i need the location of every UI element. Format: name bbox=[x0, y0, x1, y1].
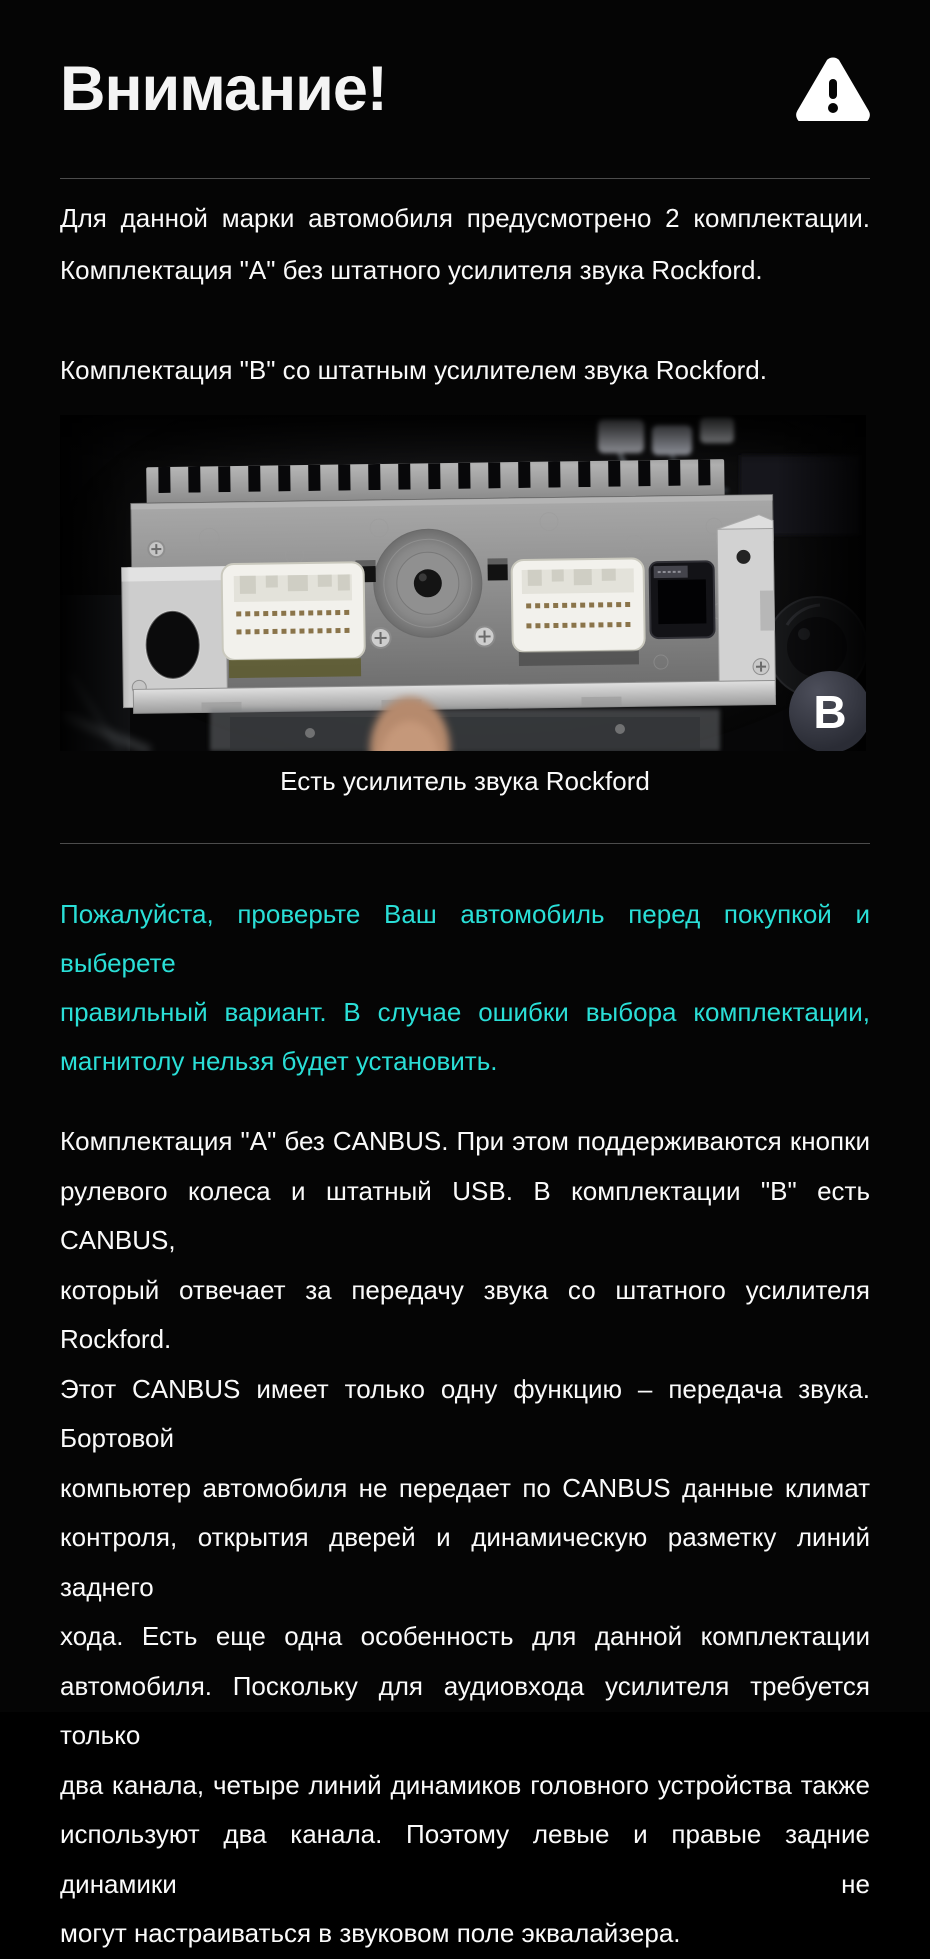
warning-line: Пожалуйста, проверьте Ваш автомобиль перед покупкой и выберете bbox=[60, 899, 870, 978]
head-unit-rear-view bbox=[60, 415, 866, 751]
details-line: Комплектация "A" без CANBUS. При этом поддерживаются кнопки bbox=[60, 1126, 870, 1156]
details-line: рулевого колеса и штатный USB. В комплектации "B" есть CANBUS, bbox=[60, 1175, 870, 1255]
intro-line: Комплектация "B" со штатным усилителем звука Rockford. bbox=[60, 355, 767, 385]
right-harness-connector bbox=[512, 558, 645, 666]
details-line: который отвечает за передачу звука со штатного усилителя Rockford. bbox=[60, 1274, 870, 1354]
details-line: компьютер автомобиля не передает по CANBUS данные климат bbox=[60, 1472, 870, 1503]
intro-paragraph-b bbox=[60, 344, 870, 396]
center-mount-boss bbox=[373, 529, 482, 638]
right-bracket bbox=[717, 514, 776, 695]
purchase-warning-paragraph bbox=[60, 890, 870, 1086]
details-line: используют два канала. Поэтому левые и правые задние динамики не bbox=[60, 1819, 870, 1899]
intro-line: Комплектация "A" без штатного усилителя звука Rockford. bbox=[60, 255, 763, 285]
intro-line: Для данной марки автомобиля предусмотрено 2 комплектации. bbox=[60, 203, 870, 233]
details-line: два канала, четыре линий динамиков головного устройства также bbox=[60, 1769, 870, 1800]
usb-socket bbox=[650, 561, 715, 638]
divider-bottom bbox=[60, 843, 870, 844]
photo-caption: Есть усилитель звука Rockford bbox=[280, 766, 650, 796]
head-unit-photo bbox=[60, 415, 866, 751]
page-title: Внимание! bbox=[60, 54, 387, 124]
page-header bbox=[60, 0, 870, 126]
left-bracket bbox=[122, 566, 228, 707]
warning-triangle-icon bbox=[796, 57, 870, 121]
variant-b-badge: B bbox=[789, 671, 866, 751]
details-line: хода. Есть еще одна особенность для данной комплектации bbox=[60, 1621, 870, 1651]
warning-line: правильный вариант. В случае ошибки выбора комплектации, bbox=[60, 997, 870, 1027]
intro-paragraph bbox=[60, 192, 870, 296]
divider-top bbox=[60, 178, 870, 179]
details-line: автомобиля. Поскольку для аудиовхода усилителя требуется только bbox=[60, 1670, 870, 1750]
details-line: контроля, открытия дверей и динамическую разметку линий заднего bbox=[60, 1522, 870, 1602]
details-line: Этот CANBUS имеет только одну функцию – передача звука. Бортовой bbox=[60, 1373, 870, 1453]
warning-line: магнитолу нельзя будет установить. bbox=[60, 1046, 498, 1076]
left-harness-connector bbox=[222, 562, 366, 678]
canbus-details-paragraph bbox=[60, 1117, 870, 1959]
details-line: могут настраиваться в звуковом поле эквалайзера. bbox=[60, 1918, 681, 1948]
